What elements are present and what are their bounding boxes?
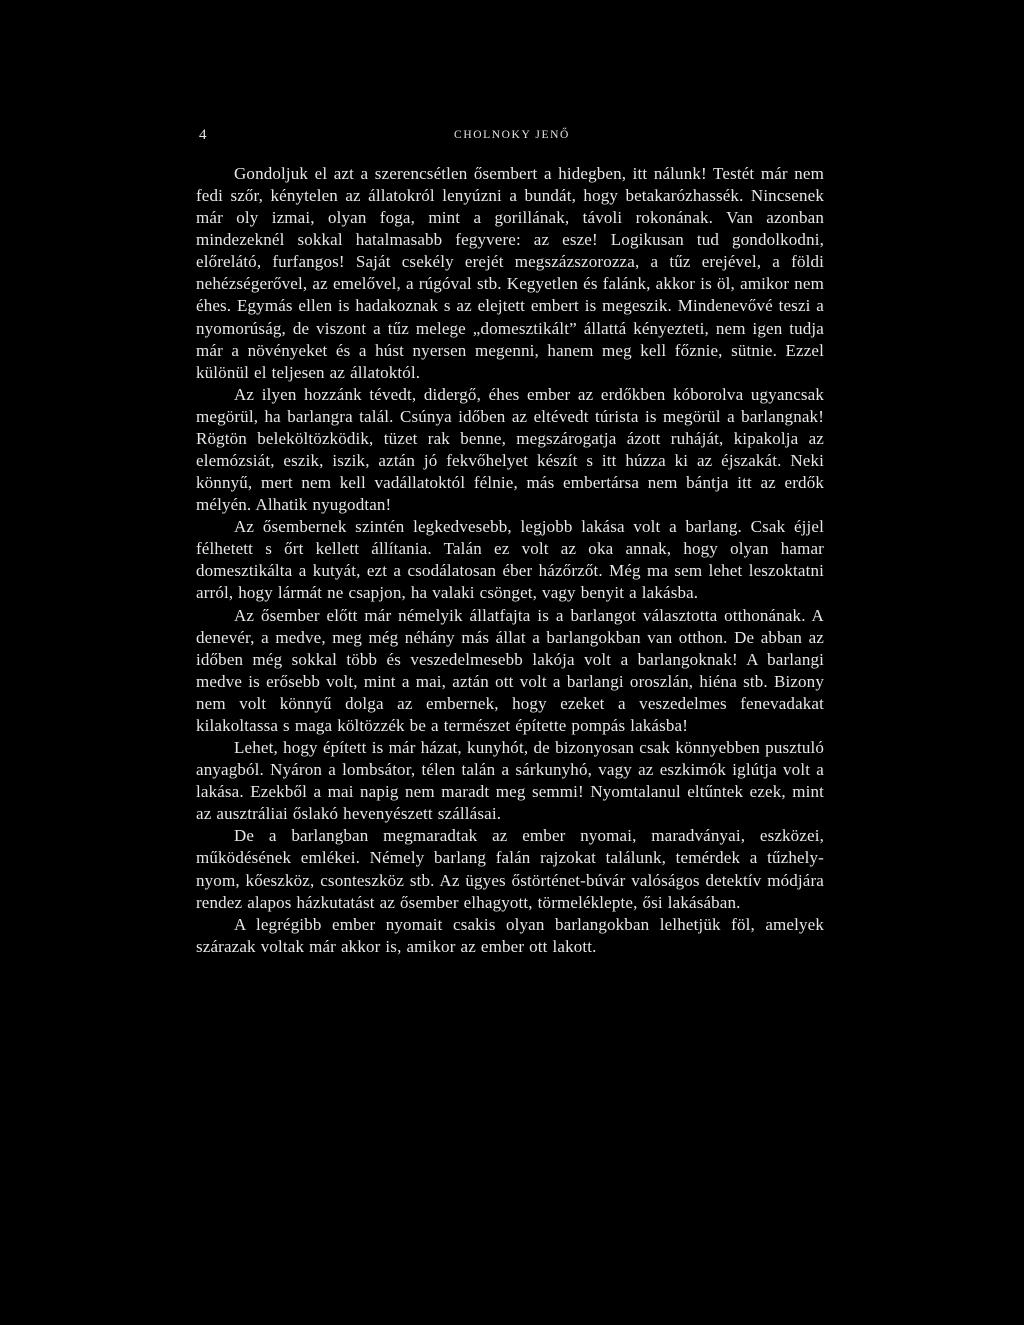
paragraph: Az ilyen hozzánk tévedt, didergő, éhes ember az erdőkben kóborolva ugyancsak megörül, ha barlangra talál. Csúnya időben az eltévedt túrista is megörül a barlangnak! Rögtön beleköltözködik, tüzet rak benne, megszárogatja ázott ruháját, kipakolja az elemózsiát, eszik, iszik, aztán jó fekvőhelyet készít s itt húzza ki az éjszakát. Neki könnyű, mert nem kell vadállatoktól félnie, más embertársa nem bántja itt az erdők mélyén. Alhatik nyugodtan! bbox=[196, 384, 824, 515]
paragraph: Gondoljuk el azt a szerencsétlen ősembert a hidegben, itt nálunk! Testét már nem fedi szőr, kénytelen az állatokról lenyúzni a bundát, hogy betakarózhassék. Nincsenek már oly izmai, olyan foga, mint a gorillának, távoli rokonának. Van azonban mindezeknél sokkal hatalmasabb fegyvere: az esze! Logikusan tud gondolkodni, előrelátó, furfangos! Saját csekély erejét megszázszorozza, a tűz erejével, a földi nehézségerővel, az emelővel, a rúgóval stb. Kegyetlen és falánk, akkor is öl, amikor nem éhes. Egymás ellen is hadakoznak s az elejtett embert is megeszik. Mindenevővé teszi a nyomorúság, de viszont a tűz melege „domesztikált” állattá kényezteti, nem igen tudja már a növényeket és a húst nyersen megenni, hanem meg kell főznie, sütnie. Ezzel különül el teljesen az állatoktól. bbox=[196, 164, 824, 382]
paragraph: Az ősembernek szintén legkedvesebb, legjobb lakása volt a barlang. Csak éjjel félhetett s őrt kellett állítania. Talán ez volt az oka annak, hogy olyan hamar domesztikálta a kutyát, ezt a csodálatosan éber házőrzőt. Még ma sem lehet leszoktatni arról, hogy lármát ne csapjon, ha valaki csönget, vagy benyit a lakásba. bbox=[196, 517, 824, 603]
running-head-author: CHOLNOKY JENŐ bbox=[454, 129, 570, 141]
paragraph: A legrégibb ember nyomait csakis olyan barlangokban lelhetjük föl, amelyek szárazak voltak már akkor is, amikor az ember ott lakott. bbox=[196, 914, 824, 956]
paragraph: Az ősember előtt már némelyik állatfajta is a barlangot választotta otthonának. A denevér, a medve, meg még néhány más állat a barlangokban van otthon. De abban az időben még sokkal több és veszedelmesebb lakója volt a barlangoknak! A barlangi medve is erősebb volt, mint a mai, aztán ott volt a barlangi oroszlán, hiéna stb. Bizony nem volt könnyű dolga az embernek, hogy ezeket a veszedelmes fenevadakat kilakoltassa s maga költözzék be a természet építette pompás lakásba! bbox=[196, 605, 824, 735]
page-header bbox=[199, 127, 825, 147]
body-text bbox=[196, 163, 824, 958]
paragraph: Lehet, hogy épített is már házat, kunyhót, de bizonyosan csak könnyebben pusztuló anyagból. Nyáron a lombsátor, télen talán a sárkunyhó, vagy az eszkimók iglútja volt a lakása. Ezekből a mai napig nem maradt meg semmi! Nyomtalanul eltűntek ezek, mint az ausztráliai őslakó hevenyészett szállásai. bbox=[196, 738, 824, 824]
paragraph: De a barlangban megmaradtak az ember nyomai, maradványai, eszközei, működésének emlékei. Némely barlang falán rajzokat találunk, temérdek a tűzhely-nyom, kőeszköz, csonteszköz stb. Az ügyes őstörténet-búvár valóságos detektív módjára rendez alapos házkutatást az ősember elhagyott, törmeléklepte, ősi lakásában. bbox=[196, 826, 824, 912]
page-number: 4 bbox=[199, 127, 207, 143]
